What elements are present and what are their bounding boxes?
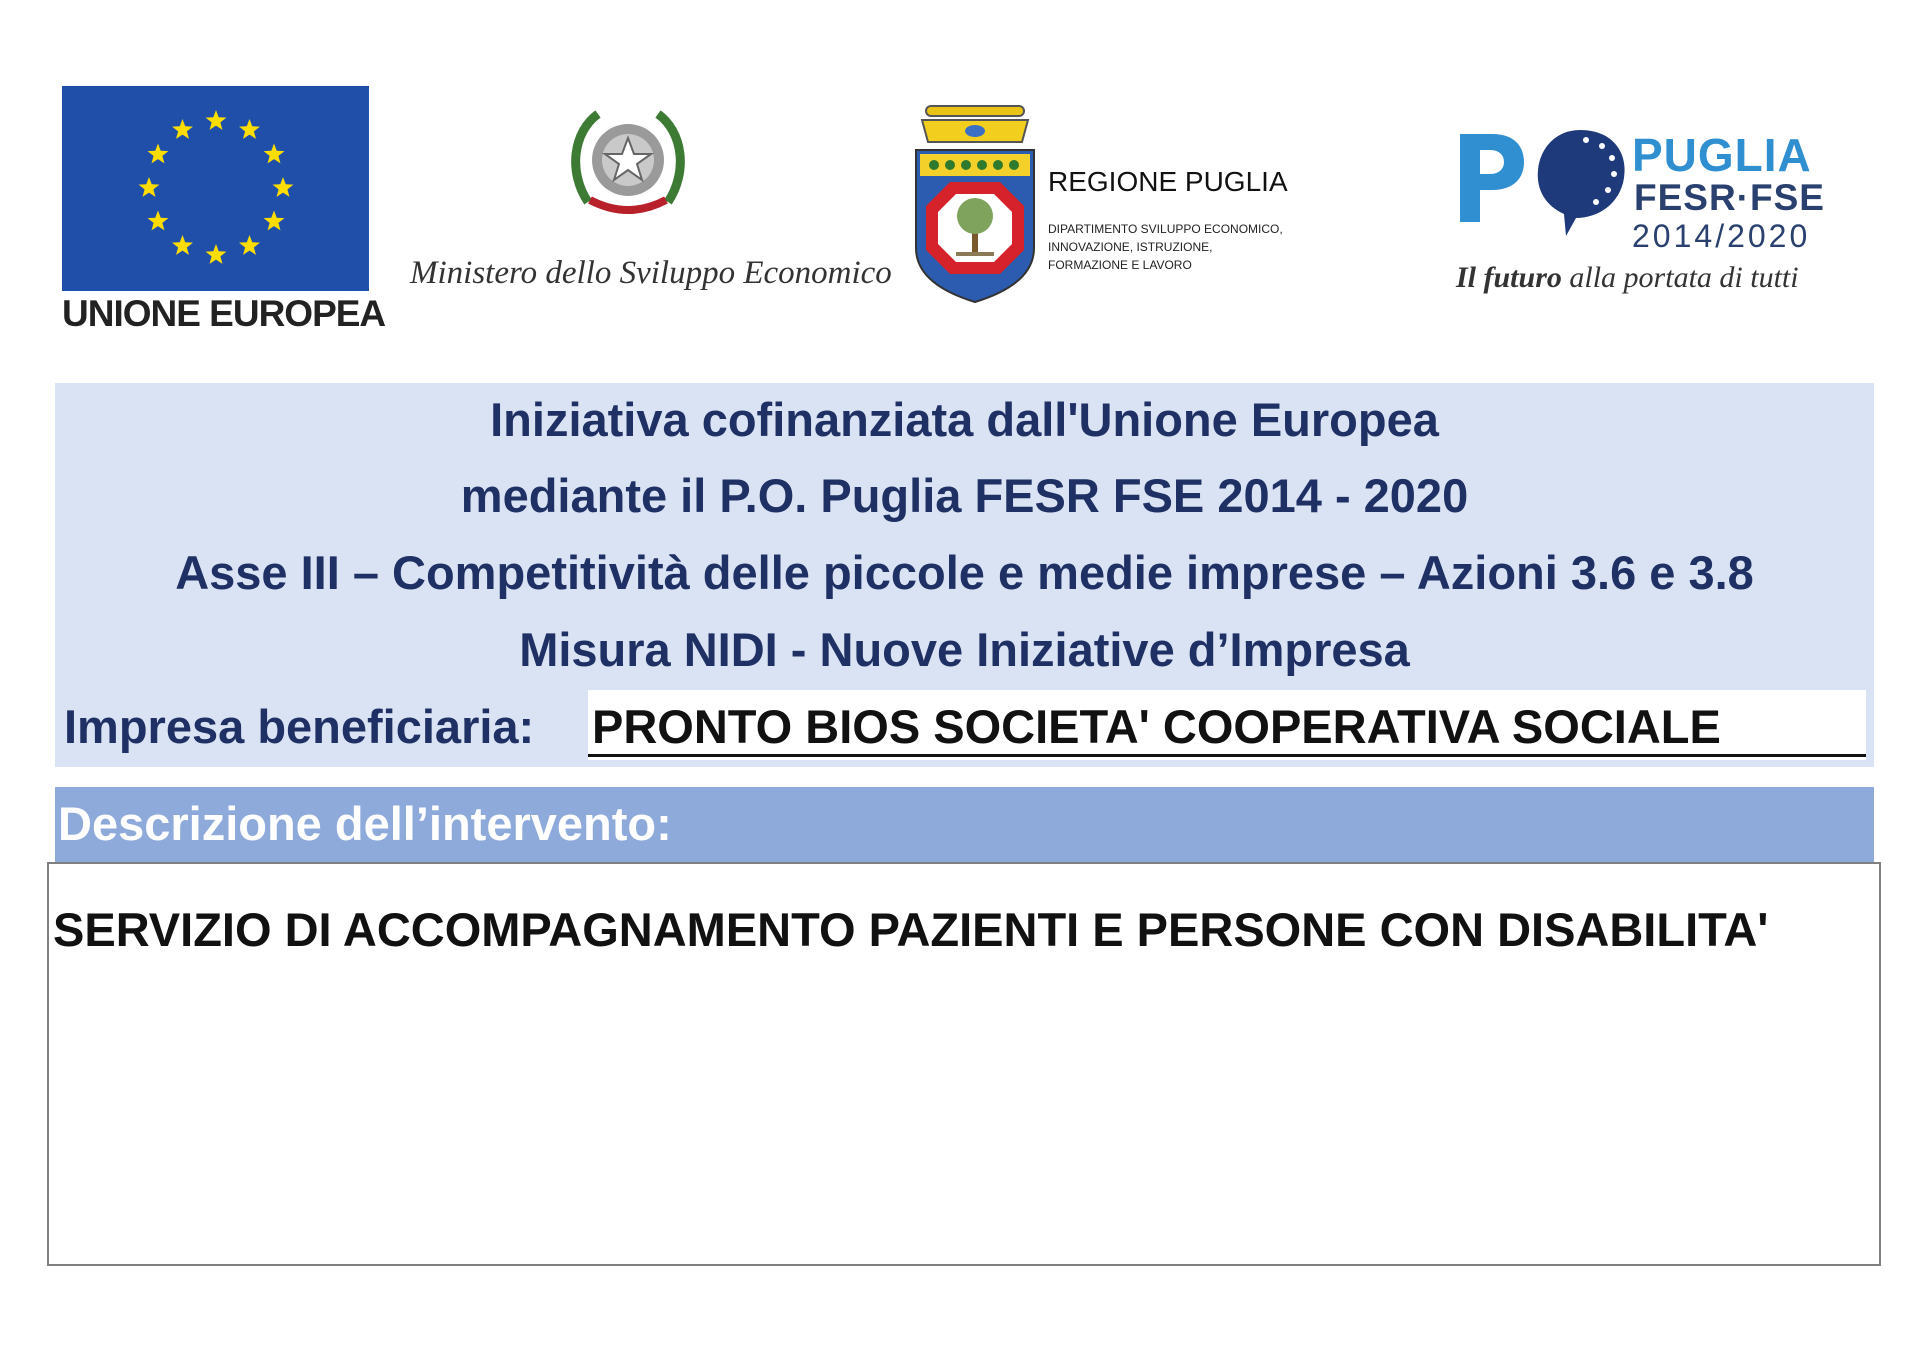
italian-emblem-logo bbox=[568, 102, 688, 222]
regione-puglia-crest bbox=[912, 98, 1038, 308]
po-years-label: 2014/2020 bbox=[1632, 218, 1811, 254]
info-line-initiative: Iniziativa cofinanziata dall'Unione Europea bbox=[490, 393, 1439, 446]
beneficiary-value: PRONTO BIOS SOCIETA' COOPERATIVA SOCIALE bbox=[592, 700, 1721, 753]
regione-name: REGIONE PUGLIA bbox=[1048, 166, 1288, 197]
eu-star-icon bbox=[139, 177, 160, 197]
po-slogan bbox=[1456, 260, 1799, 296]
eu-star-icon bbox=[172, 119, 193, 139]
po-puglia-label: PUGLIA bbox=[1632, 129, 1812, 181]
eu-star-icon bbox=[206, 244, 227, 264]
regione-dept-line: INNOVAZIONE, ISTRUZIONE, bbox=[1048, 240, 1213, 254]
eu-star-icon bbox=[172, 235, 193, 255]
regione-dept bbox=[1048, 220, 1348, 274]
info-line-measure: Misura NIDI - Nuove Iniziative d’Impresa bbox=[519, 623, 1410, 676]
eu-label: UNIONE EUROPEA bbox=[62, 293, 386, 334]
po-slogan-bold: Il futuro bbox=[1456, 261, 1562, 294]
regione-dept-line: FORMAZIONE E LAVORO bbox=[1048, 258, 1192, 272]
description-header-label: Descrizione dell’intervento: bbox=[58, 797, 672, 850]
beneficiary-label: Impresa beneficiaria: bbox=[64, 700, 535, 753]
info-line-program: mediante il P.O. Puglia FESR FSE 2014 - 2020 bbox=[460, 469, 1469, 522]
eu-star-icon bbox=[148, 144, 169, 164]
description-text: SERVIZIO DI ACCOMPAGNAMENTO PAZIENTI E PERSONE CON DISABILITA' bbox=[53, 903, 1769, 956]
eu-stars-icon bbox=[62, 86, 369, 291]
eu-star-icon bbox=[273, 177, 294, 197]
info-line-axis: Asse III – Competitività delle piccole e medie imprese – Azioni 3.6 e 3.8 bbox=[175, 546, 1754, 599]
po-slogan-rest: alla portata di tutti bbox=[1561, 261, 1799, 294]
eu-star-icon bbox=[239, 119, 260, 139]
eu-flag-logo bbox=[62, 86, 369, 291]
mise-label: Ministero dello Sviluppo Economico bbox=[410, 255, 892, 291]
eu-star-icon bbox=[264, 144, 285, 164]
eu-star-icon bbox=[239, 235, 260, 255]
eu-star-icon bbox=[148, 211, 169, 231]
eu-star-icon bbox=[264, 211, 285, 231]
eu-star-icon bbox=[206, 110, 227, 130]
regione-dept-line: DIPARTIMENTO SVILUPPO ECONOMICO, bbox=[1048, 222, 1283, 236]
po-fesr-fse-label: FESR·FSE bbox=[1634, 177, 1825, 218]
beneficiary-underline bbox=[588, 754, 1866, 757]
po-puglia-logo-mark bbox=[1454, 124, 1634, 244]
